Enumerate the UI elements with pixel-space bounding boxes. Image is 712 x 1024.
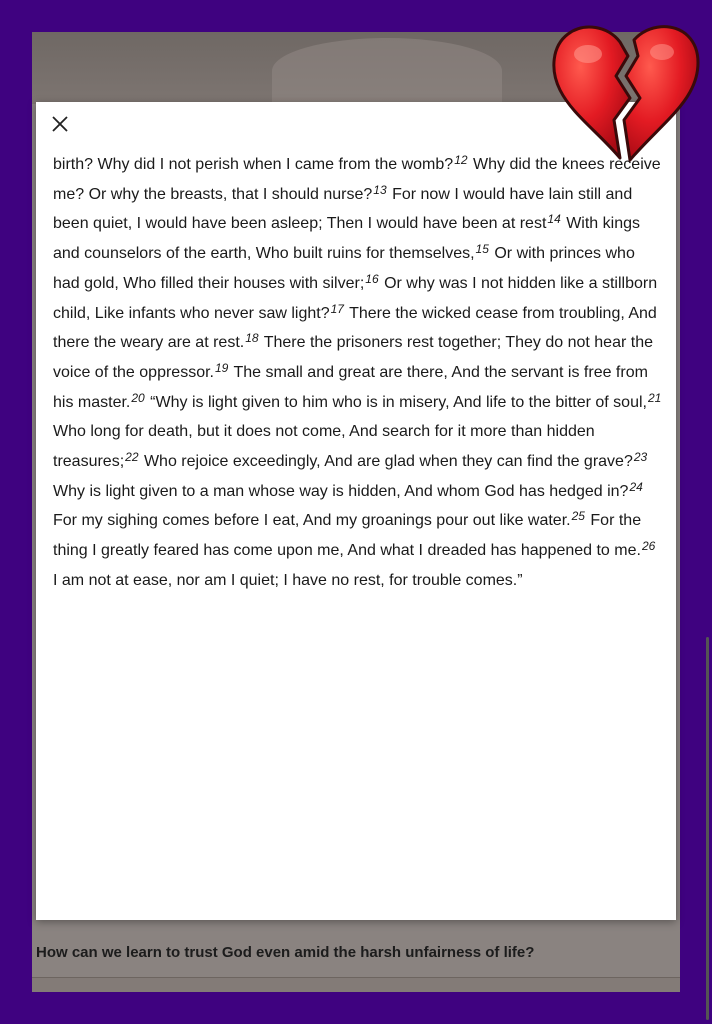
- verse-text: For the thing I greatly feared has come upon me, And what I dreaded has happened to me.: [53, 512, 642, 560]
- verse-number: 12: [454, 153, 468, 167]
- verse-number: 25: [571, 509, 585, 524]
- scripture-passage: [53, 150, 665, 596]
- verse-number: 20: [131, 390, 145, 405]
- verse-text: “Why is light given to him who is in misery, And life to the bitter of soul,: [145, 393, 647, 411]
- verse-text: Or with princes who had gold, Who filled their houses with silver;: [53, 245, 635, 292]
- modal-scrollbar[interactable]: [706, 637, 709, 1020]
- verse-text: Who long for death, but it does not come, And search for it more than hidden treasures;: [53, 423, 595, 471]
- verse-number: 21: [647, 390, 662, 405]
- verse-number: 22: [125, 450, 139, 465]
- verse-number: 15: [475, 242, 489, 257]
- verse-number: 13: [373, 182, 387, 197]
- verse-number: 19: [214, 360, 229, 375]
- verse-number: 18: [245, 331, 259, 346]
- verse-text: Or why was I not hidden like a stillborn child, Like infants who never saw light?: [53, 274, 658, 322]
- verse-text: There the wicked cease from troubling, And there the weary are at rest.: [53, 304, 657, 352]
- verse-text: Who rejoice exceedingly, And are glad when they can find the grave?: [139, 453, 633, 471]
- verse-number: 16: [365, 271, 379, 286]
- verse-text: birth? Why did I not perish when I came from the womb?: [53, 156, 454, 173]
- verse-text: There the prisoners rest together; They do not hear the voice of the oppressor.: [53, 334, 653, 381]
- broken-heart-icon: [550, 20, 700, 168]
- verse-text: For my sighing comes before I eat, And my groanings pour out like water.: [53, 512, 571, 530]
- close-icon: [48, 112, 72, 136]
- verse-number: 14: [547, 212, 561, 227]
- scripture-modal: [36, 102, 676, 920]
- background-bottom-bar: [32, 977, 680, 992]
- background-question: How can we learn to trust God even amid the harsh unfairness of life?: [36, 944, 535, 961]
- verse-number: 17: [330, 301, 344, 316]
- verse-text: The small and great are there, And the servant is free from his master.: [53, 363, 648, 411]
- close-button[interactable]: [48, 112, 72, 136]
- verse-number: 24: [629, 479, 643, 494]
- verse-text: Why is light given to a man whose way is hidden, And whom God has hedged in?: [53, 482, 629, 500]
- verse-number: 23: [633, 450, 648, 465]
- verse-text: With kings and counselors of the earth, Who built ruins for themselves,: [53, 215, 640, 263]
- verse-text: I am not at ease, nor am I quiet; I have no rest, for trouble comes.”: [53, 571, 523, 589]
- verse-number: 26: [641, 539, 656, 554]
- verse-text: For now I would have lain still and been quiet, I would have been asleep; Then I would have been at rest: [53, 185, 633, 233]
- verse-text: Why did the knees receive me? Or why the breasts, that I should nurse?: [53, 156, 661, 203]
